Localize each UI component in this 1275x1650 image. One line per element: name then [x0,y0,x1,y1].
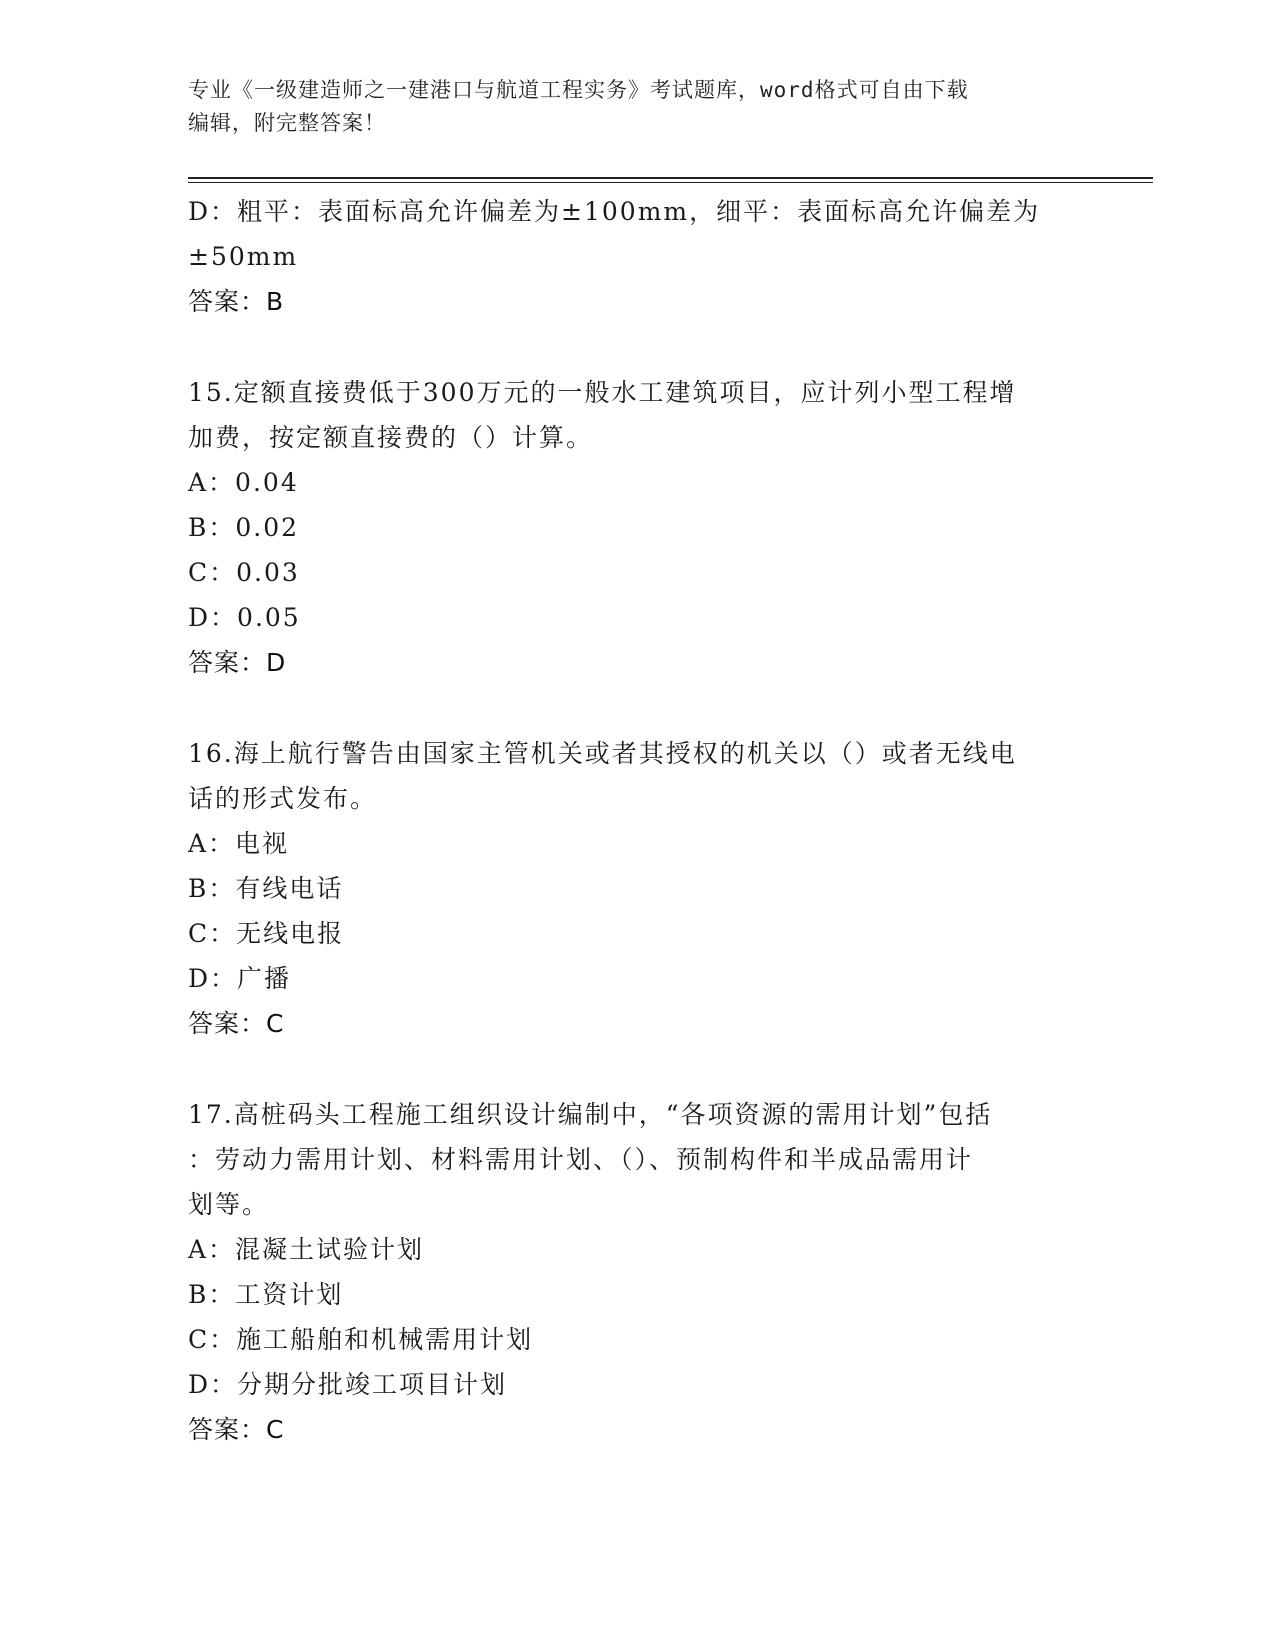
option-c: C：无线电报 [188,919,345,948]
answer-line: 答案：B [188,287,285,316]
question-text-line: 划等。 [188,1190,270,1219]
header-divider-thin [188,182,1153,183]
question-text-line: 话的形式发布。 [188,784,378,813]
option-c: C：施工船舶和机械需用计划 [188,1325,534,1354]
question-text-line: ：劳动力需用计划、材料需用计划、（）、预制构件和半成品需用计 [188,1145,974,1174]
answer-line: 答案：C [188,1009,285,1038]
option-d: D：0.05 [188,603,301,632]
option-a: A：0.04 [188,468,299,497]
header-divider-thick [188,177,1153,179]
option-b: B：有线电话 [188,874,344,903]
document-header [188,74,1068,140]
question-15 [188,370,1088,685]
option-b: B：工资计划 [188,1280,344,1309]
option-d: D：分期分批竣工项目计划 [188,1370,508,1399]
option-a: A：电视 [188,829,290,858]
question-text-line: 17.高桩码头工程施工组织设计编制中，“各项资源的需用计划”包括 [188,1100,993,1129]
question-text-line: 16.海上航行警告由国家主管机关或者其授权的机关以（）或者无线电 [188,739,1017,768]
option-c: C：0.03 [188,558,300,587]
option-a: A：混凝土试验计划 [188,1235,425,1264]
question-content [188,189,1088,1452]
option-d-line-1: D：粗平：表面标高允许偏差为±100mm，细平：表面标高允许偏差为 [188,197,1041,226]
answer-line: 答案：C [188,1415,285,1444]
header-line-2: 编辑，附完整答案！ [188,111,386,135]
answer-line: 答案：D [188,648,287,677]
option-d: D：广播 [188,964,292,993]
question-16 [188,731,1088,1046]
option-d-line-2: ±50mm [188,242,299,271]
question-text-line: 15.定额直接费低于300万元的一般水工建筑项目，应计列小型工程增 [188,378,1017,407]
question-text-line: 加费，按定额直接费的（）计算。 [188,423,594,452]
option-b: B：0.02 [188,513,300,542]
carryover-block [188,189,1088,324]
header-line-1: 专业《一级建造师之一建港口与航道工程实务》考试题库，word格式可自由下载 [188,78,969,102]
question-17 [188,1092,1088,1452]
